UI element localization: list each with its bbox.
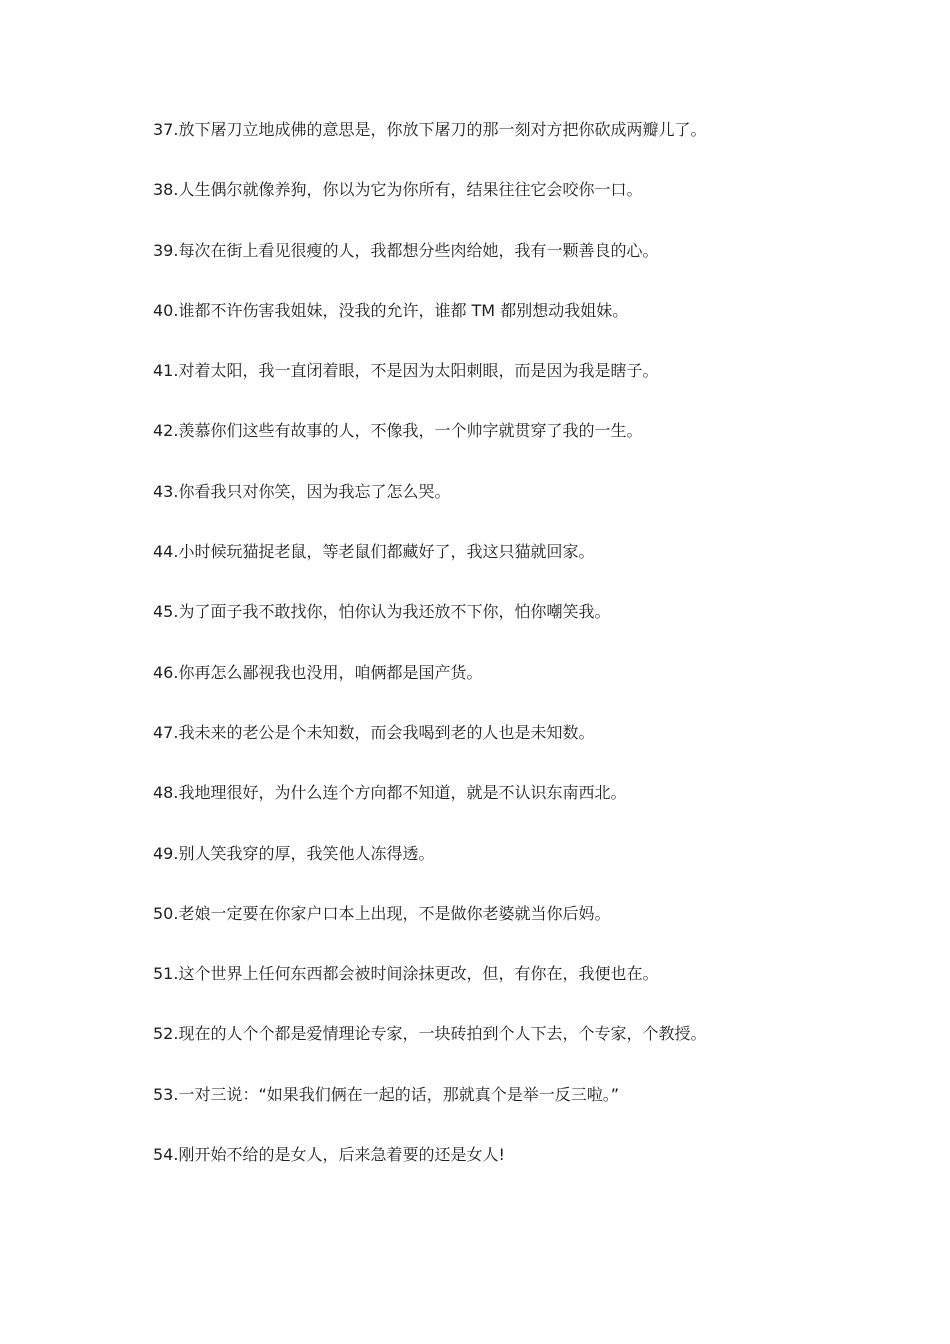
list-item: 54.刚开始不给的是女人，后来急着要的还是女人! <box>153 1145 505 1165</box>
list-item: 53.一对三说：“如果我们俩在一起的话，那就真个是举一反三啦。” <box>153 1084 620 1104</box>
list-item: 38.人生偶尔就像养狗，你以为它为你所有，结果往往它会咬你一口。 <box>153 180 643 200</box>
list-item: 41.对着太阳，我一直闭着眼，不是因为太阳刺眼，而是因为我是瞎子。 <box>153 361 659 381</box>
list-item: 46.你再怎么鄙视我也没用，咱俩都是国产货。 <box>153 662 483 682</box>
list-item: 39.每次在街上看见很瘦的人，我都想分些肉给她，我有一颗善良的心。 <box>153 240 659 260</box>
list-item: 49.别人笑我穿的厚，我笑他人冻得透。 <box>153 843 435 863</box>
joke-list <box>153 118 873 1203</box>
list-item: 47.我未来的老公是个未知数，而会我喝到老的人也是未知数。 <box>153 722 595 742</box>
list-item: 51.这个世界上任何东西都会被时间涂抹更改，但，有你在，我便也在。 <box>153 964 659 984</box>
list-item: 52.现在的人个个都是爱情理论专家，一块砖拍到个人下去，个专家，个教授。 <box>153 1024 707 1044</box>
list-item: 40.谁都不许伤害我姐妹，没我的允许，谁都 TM 都别想动我姐妹。 <box>153 300 629 320</box>
list-item: 50.老娘一定要在你家户口本上出现，不是做你老婆就当你后妈。 <box>153 903 611 923</box>
list-item: 44.小时候玩猫捉老鼠，等老鼠们都藏好了，我这只猫就回家。 <box>153 542 595 562</box>
list-item: 37.放下屠刀立地成佛的意思是，你放下屠刀的那一刻对方把你砍成两瓣儿了。 <box>153 120 707 139</box>
list-item: 42.羡慕你们这些有故事的人，不像我，一个帅字就贯穿了我的一生。 <box>153 421 643 441</box>
list-item: 48.我地理很好，为什么连个方向都不知道，就是不认识东南西北。 <box>153 783 627 803</box>
list-item: 43.你看我只对你笑，因为我忘了怎么哭。 <box>153 481 451 501</box>
list-item: 45.为了面子我不敢找你，怕你认为我还放不下你，怕你嘲笑我。 <box>153 602 611 622</box>
